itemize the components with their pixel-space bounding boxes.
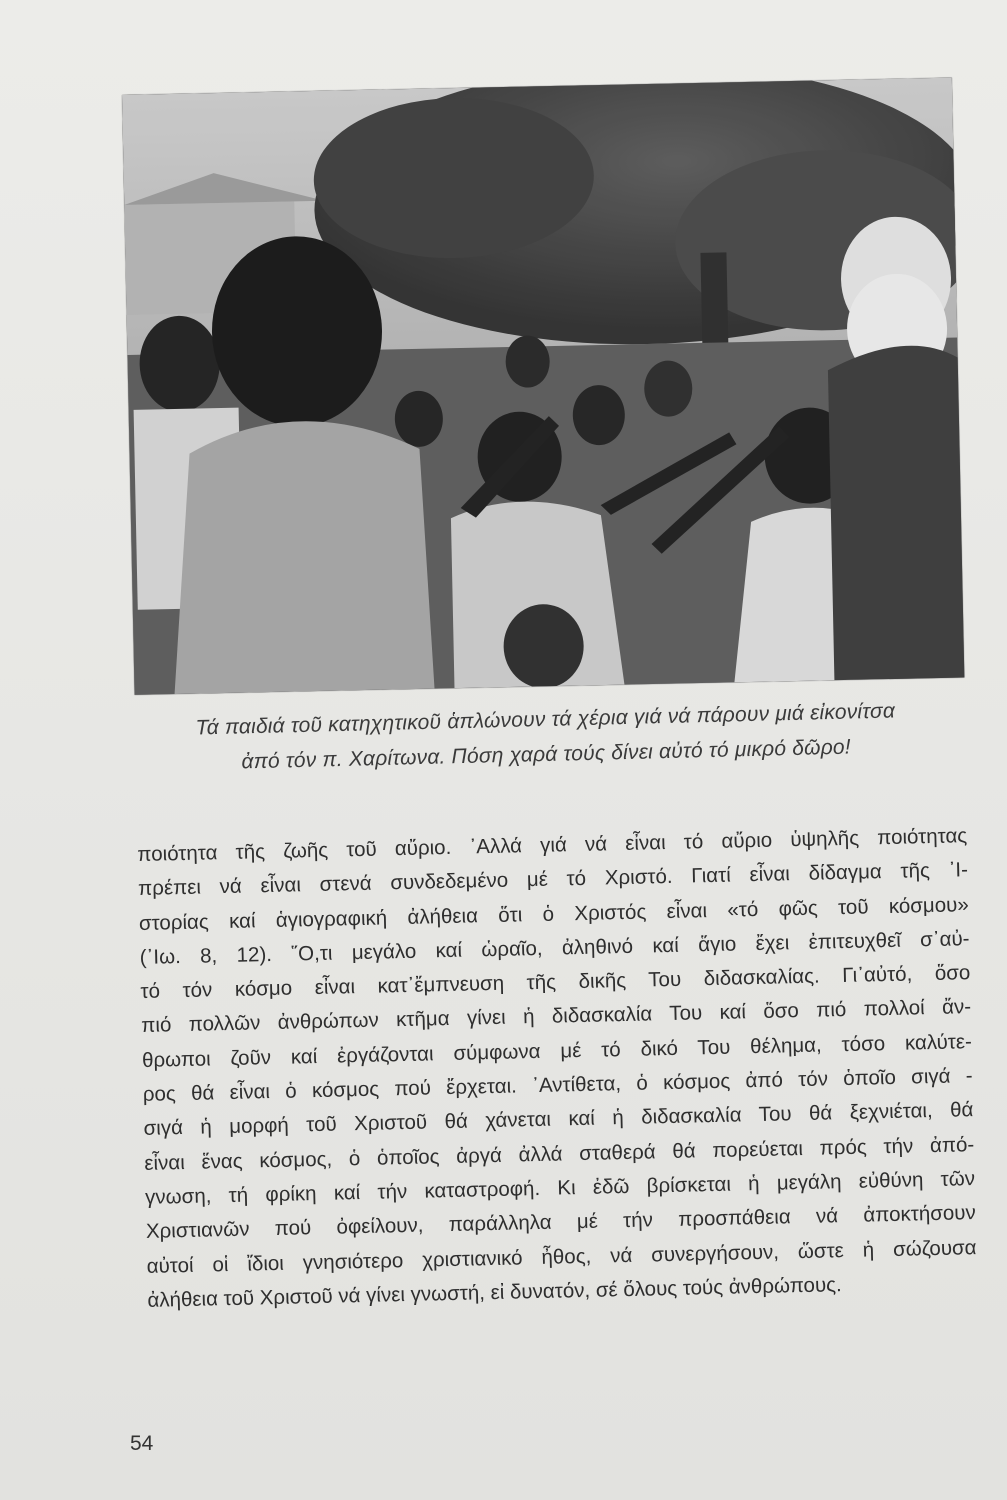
- text-line: ποιότητα τῆς ζωῆς τοῦ αὔριο. ᾿Αλλά γιά νά εἶναι τό αὔριο ὑψηλῆς ποιότητας: [137, 824, 968, 866]
- text-line: θρωποι ζοῦν καί ἐργάζονται σύμφωνα μέ τό δικό Του θέλημα, τόσο καλύτε-: [141, 1029, 973, 1072]
- body-paragraph: [137, 819, 978, 1318]
- text-line: εἶναι ἕνας κόσμος, ὁ ὁποῖος ἀργά ἀλλά σταθερά θά πορεύεται πρός τήν ἀπό-: [144, 1132, 975, 1175]
- text-line: (᾿Ιω. 8, 12). ῞Ο,τι μεγάλο καί ὡραῖο, ἀληθινό καί ἅγιο ἔχει ἐπιτευχθεῖ σ᾿αὐ-: [139, 927, 970, 969]
- caption-line: ἀπό τόν π. Χαρίτωνα. Πόση χαρά τούς δίνει αὐτό τό μικρό δῶρο!: [241, 735, 852, 774]
- photograph: [122, 78, 964, 695]
- text-line: γνωση, τή φρίκη καί τήν καταστροφή. Κι ἐδῶ βρίσκεται ἡ μεγάλη εὐθύνη τῶν: [144, 1167, 976, 1209]
- text-line: πιό πολλῶν ἀνθρώπων κτῆμα γίνει ἡ διδασκαλία Του καί ὅσο πιό πολλοί ἄν-: [141, 995, 972, 1038]
- text-line: πρέπει νά εἶναι στενά συνδεδεμένο μέ τό Χριστό. Γιατί εἶναι δίδαγμα τῆς ᾿Ι-: [137, 858, 969, 901]
- text-line: αὐτοί οἱ ἴδιοι γνησιότερο χριστιανικό ἦθος, νά συνεργήσουν, ὥστε ἡ σώζουσα: [146, 1235, 977, 1278]
- text-line: στορίας καί ἁγιογραφική ἀλήθεια ὅτι ὁ Χριστός εἶναι «τό φῶς τοῦ κόσμου»: [138, 892, 969, 935]
- text-line: Χριστιανῶν πού ὀφείλουν, παράλληλα μέ τήν προσπάθεια νά ἀποκτήσουν: [145, 1201, 976, 1244]
- caption-line: Τά παιδιά τοῦ κατηχητικοῦ ἁπλώνουν τά χέρια γιά νά πάρουν μιά εἰκονίτσα: [195, 699, 896, 740]
- text-line: τό τόν κόσμο εἶναι κατ᾿ἔμπνευση τῆς δικῆς Του διδασκαλίας. Γι᾿αὐτό, ὅσο: [140, 961, 971, 1004]
- photo-caption: [135, 692, 956, 782]
- text-line: σιγά ἡ μορφή τοῦ Χριστοῦ θά χάνεται καί ἡ διδασκαλία Του θά ξεχνιέται, θά: [143, 1098, 974, 1141]
- page-number: 54: [130, 1432, 154, 1455]
- text-line: ρος θά εἶναι ὁ κόσμος πού ἔρχεται. ᾿Αντίθετα, ὁ κόσμος ἀπό τόν ὁποῖο σιγά -: [142, 1064, 973, 1107]
- photo-children-and-priest-icon: [122, 78, 964, 695]
- text-line: ἀλήθεια τοῦ Χριστοῦ νά γίνει γνωστή, εἰ δυνατόν, σέ ὅλους τούς ἀνθρώπους.: [147, 1272, 842, 1312]
